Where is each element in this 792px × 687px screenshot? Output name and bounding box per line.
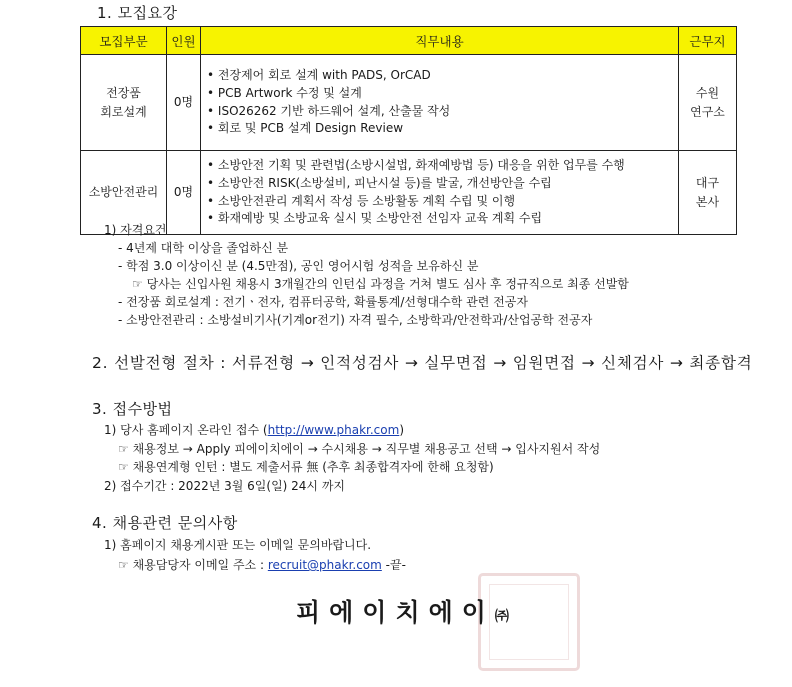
apply-note: ☞ 채용정보 → Apply 피에이치에이 → 수시채용 → 직무별 채용공고 선택 → 입사지원서 작성 xyxy=(118,440,600,457)
table-row xyxy=(81,55,737,151)
division-cell: 소방안전관리 xyxy=(81,151,167,235)
qualification-note: ☞ 당사는 신입사원 채용시 3개월간의 인턴십 과정을 거쳐 별도 심사 후 정규직으로 최종 선발함 xyxy=(132,275,629,292)
inquiry-line: 1) 홈페이지 채용게시판 또는 이메일 문의바랍니다. xyxy=(104,538,372,552)
qualification-item: - 전장품 회로설계 : 전기ㆍ전자, 컴퓨터공학, 확률통계/선형대수학 관련 전공자 xyxy=(118,295,528,309)
division-line: 전장품 xyxy=(106,85,141,100)
division-cell xyxy=(81,55,167,151)
apply-method-close: ) xyxy=(399,423,404,437)
location-line: 수원 xyxy=(695,85,720,100)
apply-period: 2) 접수기간 : 2022년 3월 6일(일) 24시 까지 xyxy=(104,479,346,493)
location-line: 연구소 xyxy=(690,104,725,119)
qualification-item: - 4년제 대학 이상을 졸업하신 분 xyxy=(118,241,289,255)
email-link[interactable]: recruit@phakr.com xyxy=(267,558,382,572)
duties-cell xyxy=(201,55,679,151)
header-count: 인원 xyxy=(167,27,201,55)
duty-item: • ISO26262 기반 하드웨어 설계, 산출물 작성 xyxy=(207,103,672,121)
header-division: 모집부문 xyxy=(81,27,167,55)
apply-note: ☞ 채용연계형 인턴 : 별도 제출서류 無 (추후 최종합격자에 한해 요청함) xyxy=(118,458,494,475)
company-name xyxy=(296,593,509,629)
end-mark: -끝- xyxy=(381,558,406,572)
table-row xyxy=(81,151,737,235)
company-name-text: 피에이치에이 xyxy=(296,598,495,627)
header-location: 근무지 xyxy=(679,27,737,55)
duty-item: • 소방안전 기획 및 관련법(소방시설법, 화재예방법 등) 대응을 위한 업무를 수행 xyxy=(207,157,672,175)
qualification-item: - 소방안전관리 : 소방설비기사(기계or전기) 자격 필수, 소방학과/안전학과/산업공학 전공자 xyxy=(118,313,593,327)
count-cell: 0명 xyxy=(167,55,201,151)
recruitment-table xyxy=(80,26,737,235)
apply-method-line xyxy=(104,421,404,438)
company-suffix: ㈜ xyxy=(494,609,509,625)
location-line: 본사 xyxy=(695,194,720,209)
table-header-row xyxy=(81,27,737,55)
location-cell xyxy=(679,55,737,151)
duty-item: • 소방안전관리 계획서 작성 등 소방활동 계획 수립 및 이행 xyxy=(207,193,672,211)
duty-item: • PCB Artwork 수정 및 설계 xyxy=(207,85,672,103)
email-line xyxy=(118,556,406,573)
location-cell xyxy=(679,151,737,235)
section3-title: 3. 접수방법 xyxy=(92,400,173,418)
count-cell: 0명 xyxy=(167,151,201,235)
duty-item: • 전장제어 회로 설계 with PADS, OrCAD xyxy=(207,67,672,85)
duty-item: • 화재예방 및 소방교육 실시 및 소방안전 선임자 교육 계획 수립 xyxy=(207,210,672,228)
section4-title: 4. 채용관련 문의사항 xyxy=(92,514,238,532)
section1-title: 1. 모집요강 xyxy=(97,4,178,22)
header-duties: 직무내용 xyxy=(201,27,679,55)
duty-item: • 소방안전 RISK(소방설비, 피난시설 등)를 발굴, 개선방안을 수립 xyxy=(207,175,672,193)
homepage-link[interactable]: http://www.phakr.com xyxy=(267,423,400,437)
email-label: 채용담당자 이메일 주소 : xyxy=(132,558,268,572)
apply-method-text: 1) 당사 홈페이지 온라인 접수 ( xyxy=(104,423,268,437)
qualification-item: - 학점 3.0 이상이신 분 (4.5만점), 공인 영어시험 성적을 보유하신 분 xyxy=(118,259,479,273)
section2-title: 2. 선발전형 절차 : 서류전형 → 인적성검사 → 실무면접 → 임원면접 → 신체검사 → 최종합격 xyxy=(92,354,753,372)
duties-cell xyxy=(201,151,679,235)
qualifications-title: 1) 자격요건 xyxy=(104,223,167,237)
duty-item: • 회로 및 PCB 설계 Design Review xyxy=(207,120,672,138)
division-line: 회로설계 xyxy=(100,104,147,119)
location-line: 대구 xyxy=(695,175,720,190)
